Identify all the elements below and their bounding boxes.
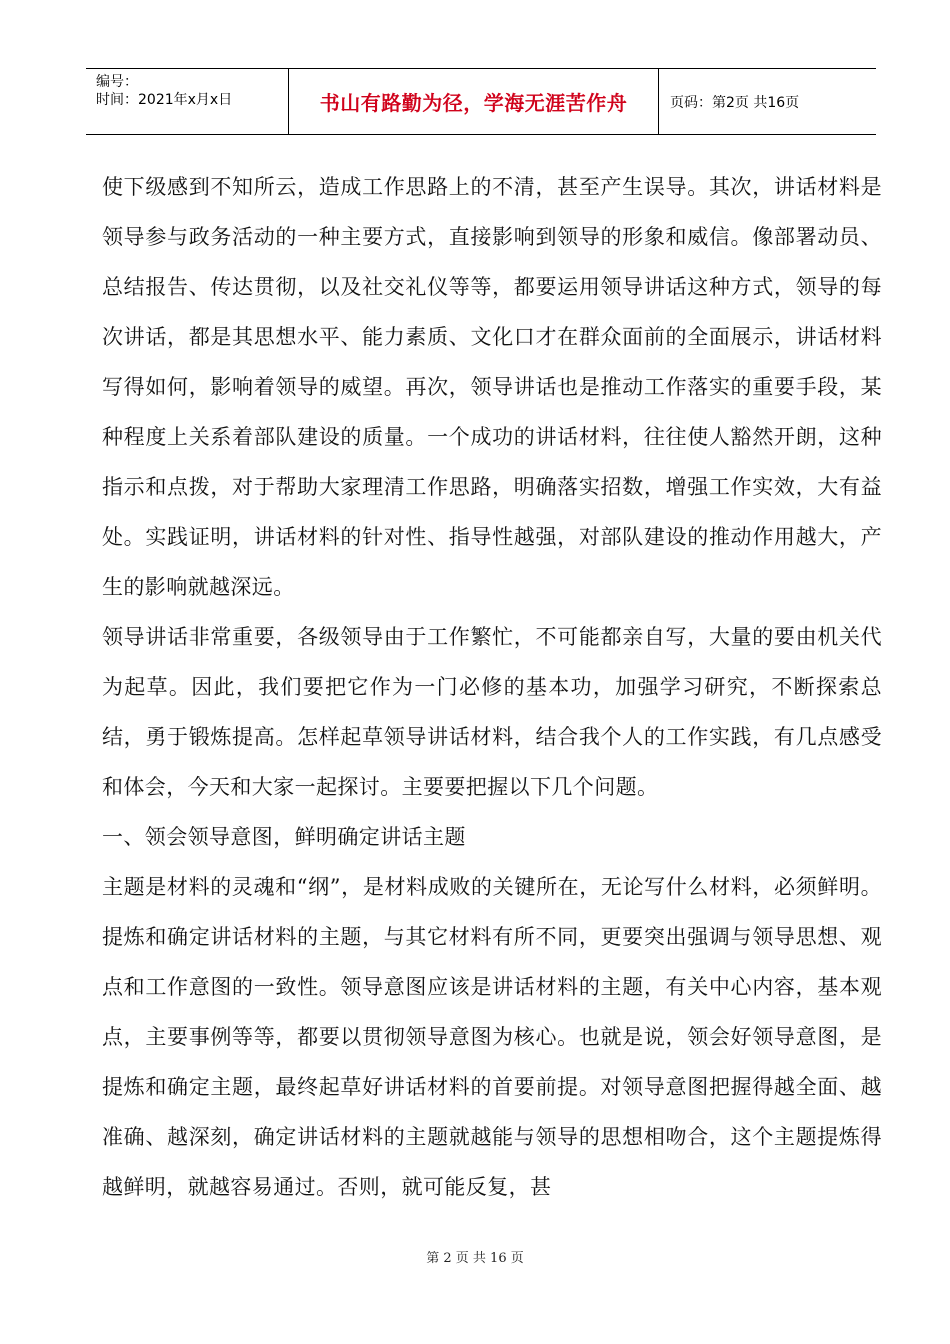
page-footer: 第 2 页 共 16 页 — [426, 1251, 524, 1266]
section-heading: 一、领会领导意图，鲜明确定讲话主题 — [102, 825, 466, 849]
header-meta — [86, 69, 288, 134]
paragraph: 使下级感到不知所云，造成工作思路上的不清，甚至产生误导。其次，讲话材料是领导参与政务活动的一种主要方式，直接影响到领导的形象和威信。像部署动员、总结报告、传达贯彻，以及社交礼仪等等，都要运用领导讲话这种方式，领导的每次讲话，都是其思想水平、能力素质、文化口才在群众面前的全面展示，讲话材料写得如何，影响着领导的威望。再次，领导讲话也是推动工作落实的重要手段，某种程度上关系着部队建设的质量。一个成功的讲话材料，往往使人豁然开朗，这种指示和点拨，对于帮助大家理清工作思路，明确落实招数，增强工作实效，大有益处。实践证明，讲话材料的针对性、指导性越强，对部队建设的推动作用越大，产生的影响就越深远。 — [102, 175, 882, 599]
document-body — [102, 162, 882, 1212]
paragraph: 主题是材料的灵魂和“纲”，是材料成败的关键所在，无论写什么材料，必须鲜明。提炼和确定讲话材料的主题，与其它材料有所不同，更要突出强调与领导思想、观点和工作意图的一致性。领导意图应该是讲话材料的主题，有关中心内容，基本观点，主要事例等等，都要以贯彻领导意图为核心。也就是说，领会好领导意图，是提炼和确定主题，最终起草好讲话材料的首要前提。对领导意图把握得越全面、越准确、越深刻，确定讲话材料的主题就越能与领导的思想相吻合，这个主题提炼得越鲜明，就越容易通过。否则，就可能反复，甚 — [102, 875, 882, 1199]
page-header — [86, 68, 876, 135]
header-number: 编号： — [96, 74, 138, 90]
header-date: 时间：2021年x月x日 — [96, 92, 233, 108]
header-page-number: 页码：第2页 共16页 — [670, 94, 800, 111]
header-divider — [658, 69, 659, 134]
paragraph: 领导讲话非常重要，各级领导由于工作繁忙，不可能都亲自写，大量的要由机关代为起草。因此，我们要把它作为一门必修的基本功，加强学习研究，不断探索总结，勇于锻炼提高。怎样起草领导讲话材料，结合我个人的工作实践，有几点感受和体会，今天和大家一起探讨。主要要把握以下几个问题。 — [102, 625, 882, 799]
header-motto: 书山有路勤为径，学海无涯苦作舟 — [319, 91, 628, 115]
